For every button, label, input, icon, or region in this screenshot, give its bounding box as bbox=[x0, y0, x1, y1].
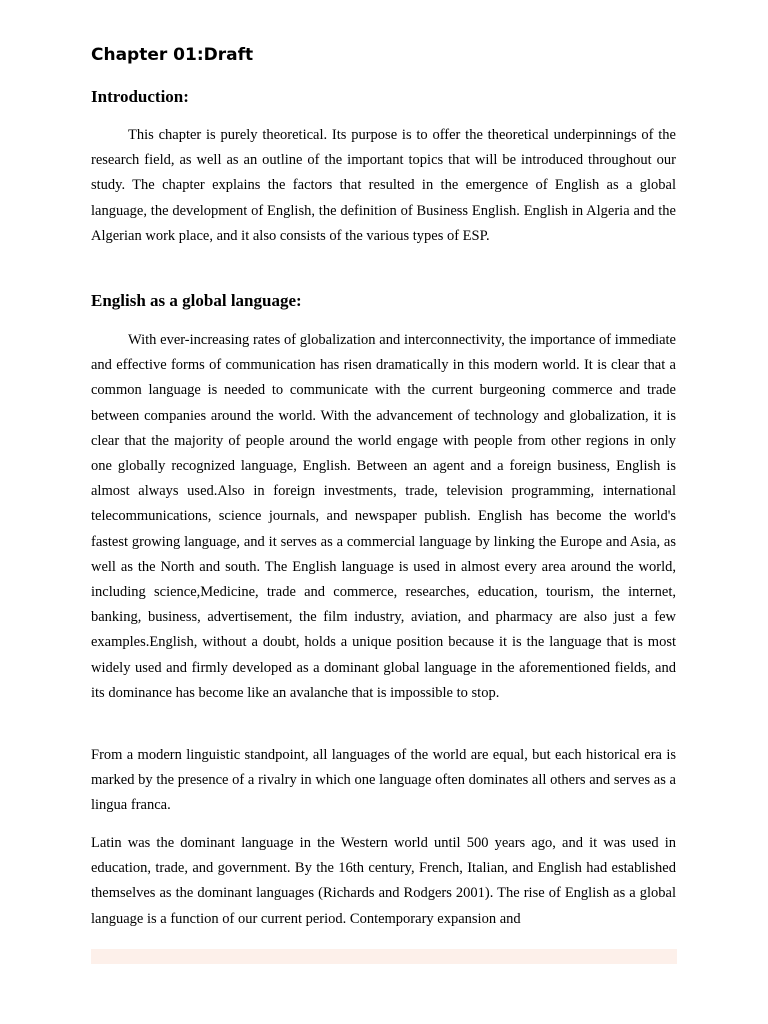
global-language-paragraph-2: From a modern linguistic standpoint, all languages of the world are equal, but each historical era is marked by the presence of a rivalry in which one language often dominates all others and serves as a lingua franca. bbox=[91, 747, 676, 814]
section-heading-introduction: Introduction: bbox=[91, 87, 189, 106]
global-language-paragraph-1: With ever-increasing rates of globalization and interconnectivity, the importance of immediate and effective forms of communication has risen dramatically in this modern world. It is clear that a common language is needed to communicate with the current burgeoning commerce and trade between companies around the world. With the advancement of technology and globalization, it is clear that the majority of people around the world engage with people from other regions in only one globally recognized language, English. Between an agent and a foreign business, English is almost always used.Also in foreign investments, trade, television programming, international telecommunications, science journals, and newspaper publish. English has become the world's fastest growing language, and it serves as a commercial language by linking the Europe and Asia, as well as the North and south. The English language is used in almost every area around the world, including science,Medicine, trade and commerce, researches, education, tourism, the internet, banking, business, advertisement, the film industry, aviation, and pharmacy are also just a few examples.English, without a doubt, holds a unique position because it is the language that is most widely used and firmly developed as a dominant global language in the aforementioned fields, and its dominance has become like an avalanche that is impossible to stop. bbox=[91, 332, 676, 701]
footer-band bbox=[91, 949, 677, 964]
chapter-title: Chapter 01:Draft bbox=[91, 45, 254, 65]
global-language-paragraph-3: Latin was the dominant language in the Western world until 500 years ago, and it was used in education, trade, and government. By the 16th century, French, Italian, and English had established themselves as the dominant languages (Richards and Rodgers 2001). The rise of English as a global language is a function of our current period. Contemporary expansion and bbox=[91, 835, 676, 927]
introduction-paragraph: This chapter is purely theoretical. Its purpose is to offer the theoretical underpinnings of the research field, as well as an outline of the important topics that will be introduced throughout our study. The chapter explains the factors that resulted in the emergence of English as a global language, the development of English, the definition of Business English. English in Algeria and the Algerian work place, and it also consists of the various types of ESP. bbox=[91, 127, 676, 244]
section-heading-global-language: English as a global language: bbox=[91, 291, 302, 310]
